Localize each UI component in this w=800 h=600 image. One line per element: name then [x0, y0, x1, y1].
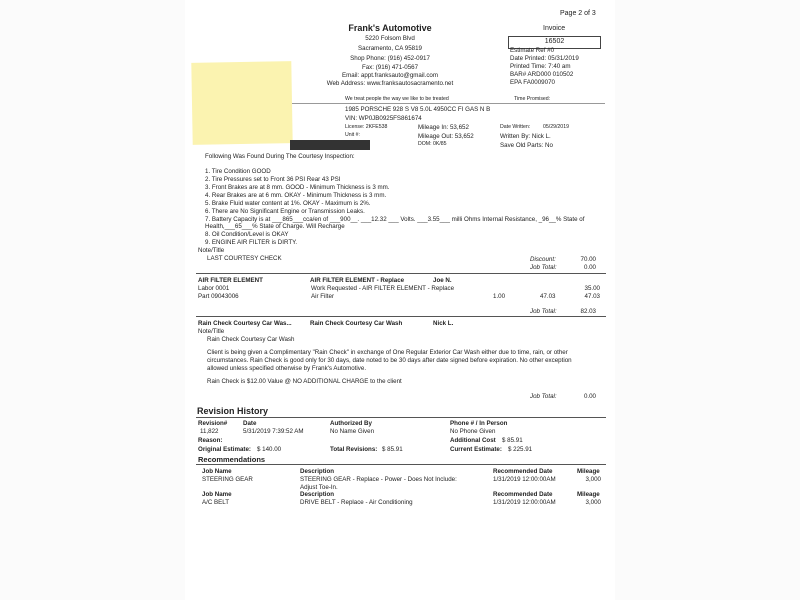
date-written-value: 05/29/2019 — [543, 124, 569, 130]
mileage-in: Mileage In: 53,652 — [418, 124, 469, 131]
rec-col-mileage: Mileage — [577, 491, 600, 498]
rec-col-desc: Description — [300, 468, 335, 475]
total-revisions-value: $ 85.91 — [382, 446, 403, 453]
labor-label: Labor 0001 — [198, 285, 230, 292]
rec-date: 1/31/2019 12:00:00AM — [493, 476, 556, 483]
rec-col-mileage: Mileage — [577, 468, 600, 475]
inspection-item: 6. There are No Significant Engine or Transmission Leaks. — [205, 208, 365, 215]
discount-label: Discount: — [530, 256, 556, 263]
current-estimate-value: $ 225.91 — [508, 446, 533, 453]
part-qty: 1.00 — [493, 293, 506, 300]
discount-value: 70.00 — [580, 256, 596, 263]
job-total-value: 82.03 — [580, 308, 596, 315]
vehicle-license: License: 2KFE538 — [345, 124, 388, 130]
inspection-item: 5. Brake Fluid water content at 1%. OKAY - Maximum is 2%. — [205, 200, 371, 207]
note-title-value: LAST COURTESY CHECK — [207, 255, 282, 262]
part-desc: Air Filter — [311, 293, 335, 300]
time-promised: Time Promised: — [514, 96, 551, 102]
inspection-item: 2. Tire Pressures set to Front 36 PSI Rear 43 PSI — [205, 176, 341, 183]
job-tech: Joe N. — [433, 277, 452, 284]
date-written-label: Date Written: — [500, 124, 531, 130]
rec-desc-cont: Adjust Toe-In. — [300, 484, 338, 491]
vehicle-dom: DOM: 0K/85 — [418, 141, 447, 147]
additional-cost-value: $ 85.91 — [502, 437, 523, 444]
rec-mileage: 3,000 — [585, 476, 601, 483]
phone-value: No Phone Given — [450, 428, 496, 435]
inspection-item: Health,___65___% State of Charge. Will Recharge — [205, 223, 345, 230]
shop-email: Email: appt.franksauto@gmail.com — [341, 72, 439, 79]
authorized-by: No Name Given — [330, 428, 375, 435]
section-divider — [196, 273, 606, 274]
job-tech: Nick L. — [433, 320, 454, 327]
rec-mileage: 3,000 — [585, 499, 601, 506]
job-total-label: Job Total: — [530, 264, 557, 271]
inspection-item: 1. Tire Condition GOOD — [205, 168, 271, 175]
printed-time: Printed Time: 7:40 am — [510, 63, 571, 70]
shop-address: 5220 Folsom Blvd — [365, 35, 415, 42]
date-printed: Date Printed: 05/31/2019 — [510, 55, 579, 62]
revision-number-label: Revision# — [198, 420, 228, 427]
inspection-item: 3. Front Brakes are at 8 mm. GOOD - Minimum Thickness is 3 mm. — [205, 184, 390, 191]
written-by: Written By: Nick L. — [500, 133, 551, 140]
revision-number: 11,822 — [200, 428, 219, 435]
shop-tagline: We treat people the way we like to be treated — [345, 96, 449, 102]
section-divider — [196, 464, 606, 465]
inspection-item: 4. Rear Brakes are at 6 mm. OKAY - Minimum Thickness is 3 mm. — [205, 192, 387, 199]
vehicle-unit: Unit #: — [345, 132, 360, 138]
rec-col-desc: Description — [300, 491, 335, 498]
save-old-parts: Save Old Parts: No — [500, 142, 553, 149]
rain-check-paragraph: allowed unless specified otherwise by Frank's Automotive. — [207, 365, 367, 372]
revision-heading: Revision History — [197, 406, 269, 416]
rec-desc: STEERING GEAR - Replace - Power - Does Not Include: — [300, 476, 457, 483]
current-estimate-label: Current Estimate: — [450, 446, 502, 453]
rec-col-job: Job Name — [202, 491, 232, 498]
revision-date-label: Date — [243, 420, 257, 427]
part-amount: 47.03 — [584, 293, 600, 300]
section-divider — [196, 417, 606, 418]
rec-col-date: Recommended Date — [493, 468, 553, 475]
vehicle-desc: 1985 PORSCHE 928 S V8 5.0L 4950CC FI GAS N B — [345, 106, 491, 113]
job-total-label: Job Total: — [530, 393, 557, 400]
note-title-label: Note/Title — [198, 247, 225, 254]
reason-label: Reason: — [198, 437, 223, 444]
additional-cost-label: Additional Cost — [450, 437, 496, 444]
part-price: 47.03 — [540, 293, 556, 300]
total-revisions-label: Total Revisions: — [330, 446, 378, 453]
estimate-ref: Estimate Ref #0 — [510, 47, 555, 54]
shop-fax: Fax: (916) 471-0567 — [361, 64, 419, 71]
rec-job: A/C BELT — [202, 499, 230, 506]
rec-job: STEERING GEAR — [202, 476, 253, 483]
rec-col-date: Recommended Date — [493, 491, 553, 498]
job-title-full: AIR FILTER ELEMENT - Replace — [310, 277, 405, 284]
original-estimate-value: $ 140.00 — [257, 446, 282, 453]
rec-col-job: Job Name — [202, 468, 232, 475]
rain-check-paragraph: Client is being given a Complimentary "Rain Check" in exchange of One Regular Exterior Car Wash either due to time, rain, or other — [207, 349, 568, 356]
job-title: Rain Check Courtesy Car Was... — [198, 320, 292, 327]
mileage-out: Mileage Out: 53,652 — [418, 133, 474, 140]
shop-phone: Shop Phone: (916) 452-0917 — [350, 55, 430, 62]
job-total-label: Job Total: — [530, 308, 557, 315]
invoice-number: 16502 — [544, 38, 565, 45]
rec-desc: DRIVE BELT - Replace - Air Conditioning — [300, 499, 413, 506]
revision-date: 5/31/2019 7:39:52 AM — [243, 428, 304, 435]
authorized-label: Authorized By — [330, 420, 372, 427]
rain-check-paragraph: circumstances. Rain Check is good only for 30 days, date noted to be 30 days after date signed before expiration. No other exception — [207, 357, 572, 364]
labor-desc: Work Requested - AIR FILTER ELEMENT - Replace — [311, 285, 455, 292]
sticky-note — [191, 61, 292, 145]
original-estimate-label: Original Estimate: — [198, 446, 251, 453]
page-number: Page 2 of 3 — [560, 10, 596, 17]
job-total-value: 0.00 — [583, 264, 596, 271]
shop-name: Frank's Automotive — [348, 23, 432, 33]
shop-city: Sacramento, CA 95819 — [358, 45, 422, 52]
invoice-label: Invoice — [543, 25, 566, 32]
bar-number: BAR# ARD000 010502 — [510, 71, 574, 78]
labor-amount: 35.00 — [584, 285, 600, 292]
job-total-value: 0.00 — [583, 393, 596, 400]
note-title-value: Rain Check Courtesy Car Wash — [207, 336, 295, 343]
job-title: AIR FILTER ELEMENT — [198, 277, 263, 284]
note-title-label: Note/Title — [198, 328, 225, 335]
shop-web: Web Address: www.franksautosacramento.net — [326, 80, 454, 87]
epa-number: EPA FA0009070 — [510, 79, 555, 86]
section-divider — [196, 316, 606, 317]
inspection-item: 8. Oil Condition/Level is OKAY — [205, 231, 289, 238]
part-label: Part 09043006 — [198, 293, 239, 300]
phone-label: Phone # / In Person — [450, 420, 508, 427]
rain-check-value: Rain Check is $12.00 Value @ NO ADDITIONAL CHARGE to the client — [207, 378, 402, 385]
inspection-heading: Following Was Found During The Courtesy Inspection: — [205, 153, 355, 160]
job-title-full: Rain Check Courtesy Car Wash — [310, 320, 403, 327]
vehicle-vin: VIN: WP0JB0925FS861674 — [345, 115, 422, 122]
redaction-bar — [290, 140, 370, 150]
inspection-item: 7. Battery Capacity is at ___865___cca/en of ___900__. ___12.32 ___ Volts. ___3.55___ milli Ohms Internal Resistance, _96__% State of — [205, 216, 585, 223]
recommendations-heading: Recommendations — [198, 455, 266, 464]
rec-date: 1/31/2019 12:00:00AM — [493, 499, 556, 506]
inspection-item: 9. ENGINE AIR FILTER is DIRTY. — [205, 239, 298, 246]
